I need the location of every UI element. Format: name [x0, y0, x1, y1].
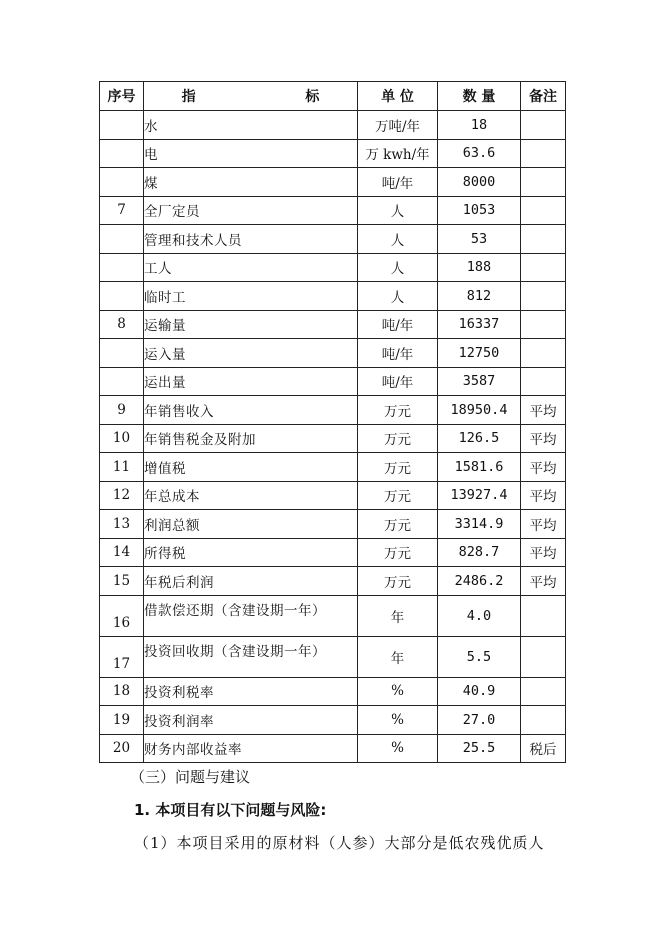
row-note: [521, 168, 566, 197]
row-index: 10: [100, 424, 144, 453]
row-index: 20: [100, 734, 144, 763]
row-index: 7: [100, 196, 144, 225]
row-quantity: 3587: [438, 367, 521, 396]
row-unit: %: [358, 706, 438, 735]
table-row: [100, 196, 566, 225]
row-indicator: 全厂定员: [144, 196, 358, 225]
row-indicator: 投资利润率: [144, 706, 358, 735]
row-note: [521, 339, 566, 368]
table-row: [100, 734, 566, 763]
table-row: [100, 567, 566, 596]
header-index: 序号: [100, 82, 144, 111]
issues-paragraph-1: （1）本项目采用的原材料（人参）大部分是低农残优质人: [134, 834, 545, 852]
row-quantity: 812: [438, 282, 521, 311]
table-row: [100, 310, 566, 339]
row-note: [521, 367, 566, 396]
row-index: [100, 282, 144, 311]
row-unit: 万元: [358, 424, 438, 453]
row-index: 17: [100, 636, 144, 677]
table-row: [100, 481, 566, 510]
table-row: [100, 636, 566, 677]
row-note: 平均: [521, 424, 566, 453]
row-unit: 万元: [358, 453, 438, 482]
row-index: 18: [100, 677, 144, 706]
row-quantity: 3314.9: [438, 510, 521, 539]
header-note: 备注: [521, 82, 566, 111]
row-quantity: 4.0: [438, 595, 521, 636]
row-note: 平均: [521, 453, 566, 482]
header-unit: 单 位: [358, 82, 438, 111]
row-unit: 人: [358, 253, 438, 282]
row-indicator: 工人: [144, 253, 358, 282]
row-index: [100, 367, 144, 396]
row-quantity: 27.0: [438, 706, 521, 735]
table-row: [100, 595, 566, 636]
row-indicator: 电: [144, 139, 358, 168]
table-row: [100, 339, 566, 368]
row-indicator: 年税后利润: [144, 567, 358, 596]
row-index: 12: [100, 481, 144, 510]
row-quantity: 188: [438, 253, 521, 282]
issues-heading: 1. 本项目有以下问题与风险:: [134, 801, 327, 819]
row-indicator: 临时工: [144, 282, 358, 311]
table-row: [100, 253, 566, 282]
row-note: [521, 706, 566, 735]
table-row: [100, 111, 566, 140]
row-unit: 万元: [358, 510, 438, 539]
row-unit: 吨/年: [358, 310, 438, 339]
row-quantity: 40.9: [438, 677, 521, 706]
row-quantity: 5.5: [438, 636, 521, 677]
row-indicator: 年销售税金及附加: [144, 424, 358, 453]
row-indicator: 管理和技术人员: [144, 225, 358, 254]
header-indicator-a: 指: [181, 89, 196, 105]
row-unit: 万元: [358, 567, 438, 596]
row-note: 平均: [521, 567, 566, 596]
table-body: [100, 111, 566, 763]
row-indicator: 水: [144, 111, 358, 140]
table-row: [100, 424, 566, 453]
row-index: 15: [100, 567, 144, 596]
row-indicator: 借款偿还期（含建设期一年）: [144, 595, 358, 636]
row-index: 16: [100, 595, 144, 636]
row-indicator: 所得税: [144, 538, 358, 567]
row-quantity: 126.5: [438, 424, 521, 453]
row-index: 13: [100, 510, 144, 539]
row-quantity: 8000: [438, 168, 521, 197]
row-indicator: 投资利税率: [144, 677, 358, 706]
row-unit: 人: [358, 282, 438, 311]
row-unit: 万元: [358, 481, 438, 510]
row-index: 11: [100, 453, 144, 482]
row-indicator: 煤: [144, 168, 358, 197]
row-unit: 万元: [358, 396, 438, 425]
row-index: [100, 111, 144, 140]
row-note: [521, 253, 566, 282]
row-note: [521, 677, 566, 706]
row-index: 19: [100, 706, 144, 735]
row-unit: %: [358, 734, 438, 763]
row-quantity: 12750: [438, 339, 521, 368]
row-note: 平均: [521, 396, 566, 425]
row-indicator: 运入量: [144, 339, 358, 368]
table-row: [100, 538, 566, 567]
row-note: [521, 139, 566, 168]
row-quantity: 13927.4: [438, 481, 521, 510]
table-row: [100, 677, 566, 706]
row-indicator: 年总成本: [144, 481, 358, 510]
row-note: [521, 595, 566, 636]
row-indicator: 运出量: [144, 367, 358, 396]
row-index: 14: [100, 538, 144, 567]
row-quantity: 63.6: [438, 139, 521, 168]
row-quantity: 53: [438, 225, 521, 254]
table-row: [100, 282, 566, 311]
row-unit: 人: [358, 196, 438, 225]
row-note: [521, 225, 566, 254]
table-row: [100, 396, 566, 425]
row-quantity: 1053: [438, 196, 521, 225]
header-quantity: 数 量: [438, 82, 521, 111]
row-note: [521, 196, 566, 225]
row-indicator: 增值税: [144, 453, 358, 482]
row-unit: 年: [358, 636, 438, 677]
row-unit: %: [358, 677, 438, 706]
row-note: 平均: [521, 538, 566, 567]
row-indicator: 财务内部收益率: [144, 734, 358, 763]
row-index: 9: [100, 396, 144, 425]
table-row: [100, 706, 566, 735]
row-note: [521, 310, 566, 339]
row-unit: 年: [358, 595, 438, 636]
row-quantity: 18950.4: [438, 396, 521, 425]
row-indicator: 年销售收入: [144, 396, 358, 425]
row-quantity: 1581.6: [438, 453, 521, 482]
row-unit: 万 kwh/年: [358, 139, 438, 168]
row-note: 税后: [521, 734, 566, 763]
row-indicator: 运输量: [144, 310, 358, 339]
row-quantity: 18: [438, 111, 521, 140]
row-note: 平均: [521, 510, 566, 539]
row-unit: 万元: [358, 538, 438, 567]
row-note: [521, 282, 566, 311]
table-row: [100, 168, 566, 197]
table-row: [100, 453, 566, 482]
row-index: [100, 225, 144, 254]
row-quantity: 828.7: [438, 538, 521, 567]
row-unit: 吨/年: [358, 339, 438, 368]
table-row: [100, 510, 566, 539]
row-index: 8: [100, 310, 144, 339]
row-note: 平均: [521, 481, 566, 510]
row-index: [100, 253, 144, 282]
table-row: [100, 367, 566, 396]
table-row: [100, 139, 566, 168]
section-heading: （三）问题与建议: [130, 768, 251, 786]
row-unit: 吨/年: [358, 367, 438, 396]
row-quantity: 16337: [438, 310, 521, 339]
header-indicator: [144, 82, 358, 111]
row-index: [100, 139, 144, 168]
row-indicator: 利润总额: [144, 510, 358, 539]
row-index: [100, 339, 144, 368]
row-unit: 吨/年: [358, 168, 438, 197]
row-note: [521, 636, 566, 677]
row-indicator: 投资回收期（含建设期一年）: [144, 636, 358, 677]
row-note: [521, 111, 566, 140]
indicator-table: [99, 81, 566, 763]
table-header-row: [100, 82, 566, 111]
row-unit: 人: [358, 225, 438, 254]
table-row: [100, 225, 566, 254]
row-quantity: 2486.2: [438, 567, 521, 596]
header-indicator-b: 标: [305, 89, 320, 105]
row-quantity: 25.5: [438, 734, 521, 763]
row-unit: 万吨/年: [358, 111, 438, 140]
row-index: [100, 168, 144, 197]
